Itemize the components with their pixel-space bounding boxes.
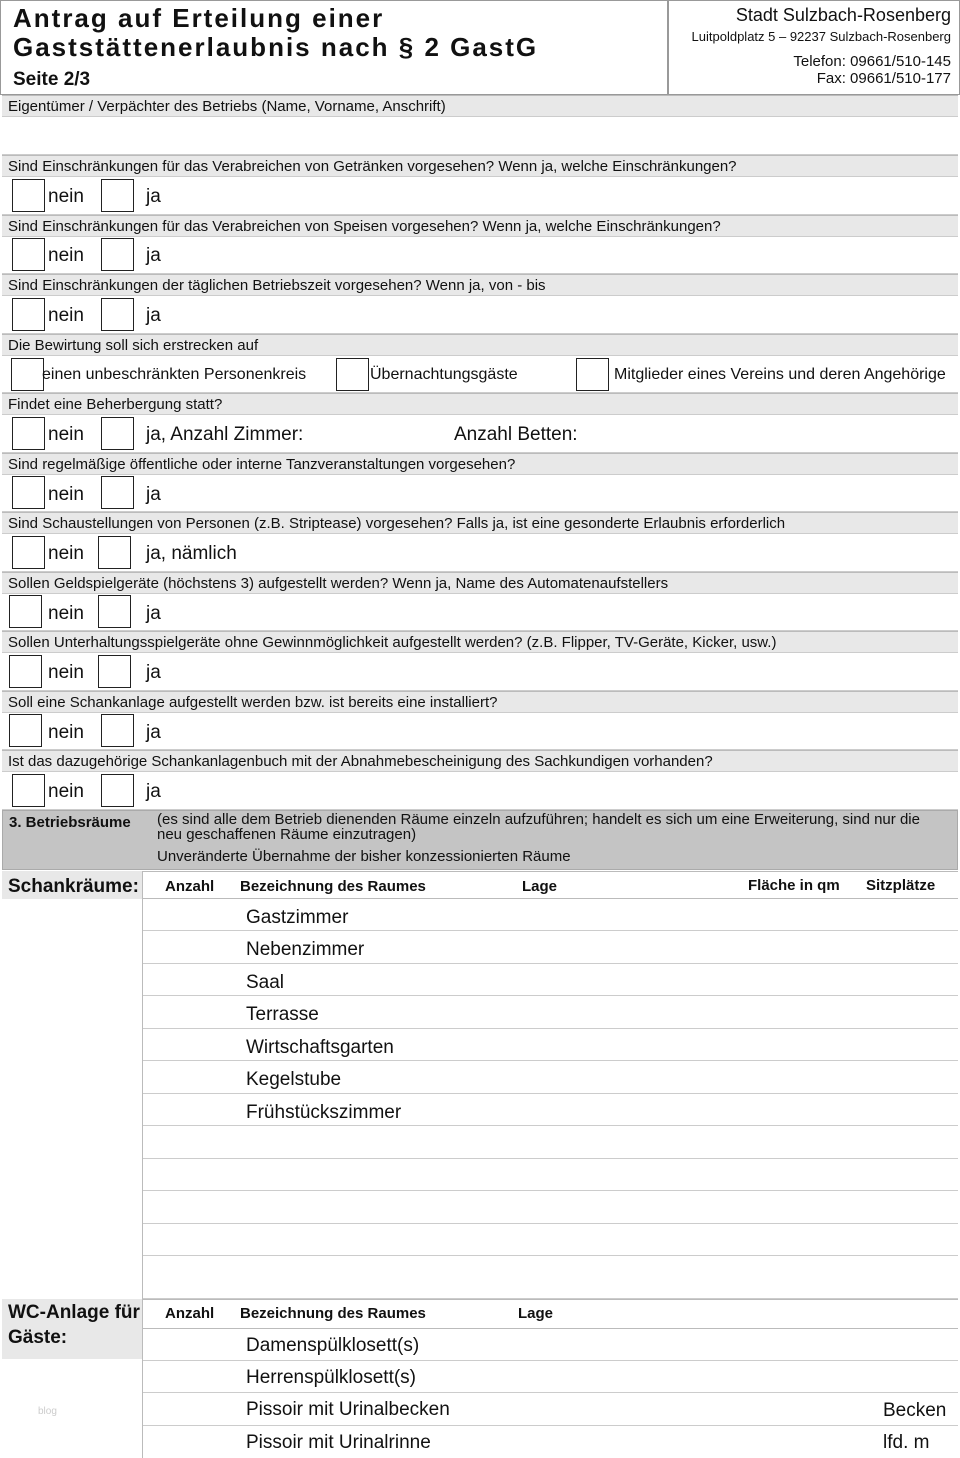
q1-label: Sind Einschränkungen für das Verabreichen von Getränken vorgesehen? Wenn ja, welche Einschränkungen? <box>2 155 958 177</box>
q5-label: Findet eine Beherbergung statt? <box>2 393 958 415</box>
q2-yes-checkbox[interactable] <box>101 238 134 271</box>
q10-label: Soll eine Schankanlage aufgestellt werden bzw. ist bereits eine installiert? <box>2 691 958 713</box>
q1-yes-checkbox[interactable] <box>101 179 134 212</box>
q6-no-label: nein <box>48 484 84 505</box>
wc-label-line2: Gäste: <box>8 1327 68 1348</box>
q5-yes-checkbox[interactable] <box>101 417 134 450</box>
header-title-box <box>0 0 668 95</box>
section-3-note: (es sind alle dem Betrieb dienenden Räume einzeln aufzuführen; handelt es sich um eine Erweiterung, sind nur die neu geschaffenen Räume einzutragen) <box>157 811 920 843</box>
q3-no-checkbox[interactable] <box>12 298 45 331</box>
wc-col-count: Anzahl <box>165 1305 215 1322</box>
q4-club-members-label: Mitglieder eines Vereins und deren Angehörige <box>614 366 946 383</box>
q7-yes-checkbox[interactable] <box>98 536 131 569</box>
q4-unrestricted-label: einen unbeschränkten Personenkreis <box>42 366 307 383</box>
q2-label: Sind Einschränkungen für das Verabreichen von Speisen vorgesehen? Wenn ja, welche Einschränkungen? <box>2 215 958 237</box>
q11-yes-label: ja <box>146 781 161 802</box>
form-title-line1: Antrag auf Erteilung einer <box>13 3 385 33</box>
schank-col-count: Anzahl <box>165 878 215 895</box>
q5-no-label: nein <box>48 424 84 445</box>
q1-no-checkbox[interactable] <box>12 179 45 212</box>
authority-address: Luitpoldplatz 5 – 92237 Sulzbach-Rosenberg <box>691 29 951 44</box>
q9-no-label: nein <box>48 662 84 683</box>
wc-col-name: Bezeichnung des Raumes <box>240 1305 426 1322</box>
q9-yes-checkbox[interactable] <box>98 655 131 688</box>
q2-no-checkbox[interactable] <box>12 238 45 271</box>
room-fruehstueckszimmer: Frühstückszimmer <box>246 1102 402 1123</box>
q7-yes-label: ja, nämlich <box>146 543 237 564</box>
schank-row-empty[interactable] <box>143 1256 958 1299</box>
q3-yes-checkbox[interactable] <box>101 298 134 331</box>
q11-no-label: nein <box>48 781 84 802</box>
form-title-line2: Gaststättenerlaubnis nach § 2 GastG <box>13 32 539 62</box>
wc-damen: Damenspülklosett(s) <box>246 1335 420 1356</box>
q3-label: Sind Einschränkungen der täglichen Betriebszeit vorgesehen? Wenn ja, von - bis <box>2 274 958 296</box>
q8-label: Sollen Geldspielgeräte (höchstens 3) aufgestellt werden? Wenn ja, Name des Automatenaufstellers <box>2 572 958 594</box>
schank-label: Schankräume: <box>8 876 139 897</box>
schank-col-name: Bezeichnung des Raumes <box>240 878 426 895</box>
q8-no-label: nein <box>48 603 84 624</box>
q10-no-checkbox[interactable] <box>9 714 42 747</box>
wc-left-column <box>2 1359 143 1458</box>
q6-label: Sind regelmäßige öffentliche oder interne Tanzveranstaltungen vorgesehen? <box>2 453 958 475</box>
schank-col-seats: Sitzplätze <box>866 877 936 894</box>
wc-pissoir-becken: Pissoir mit Urinalbecken <box>246 1399 450 1420</box>
q9-label: Sollen Unterhaltungsspielgeräte ohne Gewinnmöglichkeit aufgestellt werden? (z.B. Flipper, TV-Geräte, Kicker, usw.) <box>2 631 958 653</box>
q4-label: Die Bewirtung soll sich erstrecken auf <box>2 334 958 356</box>
room-nebenzimmer: Nebenzimmer <box>246 939 365 960</box>
schank-row-empty[interactable] <box>143 1224 958 1256</box>
q3-yes-label: ja <box>146 305 161 326</box>
q3-no-label: nein <box>48 305 84 326</box>
owner-label: Eigentümer / Verpächter des Betriebs (Name, Vorname, Anschrift) <box>2 95 958 117</box>
authority-box <box>668 0 960 95</box>
q11-no-checkbox[interactable] <box>12 774 45 807</box>
schank-row-empty[interactable] <box>143 1126 958 1159</box>
q7-no-checkbox[interactable] <box>12 536 45 569</box>
q7-no-label: nein <box>48 543 84 564</box>
q4-overnight-guests-label: Übernachtungsgäste <box>370 366 518 383</box>
wc-herren: Herrenspülklosett(s) <box>246 1367 416 1388</box>
authority-name: Stadt Sulzbach-Rosenberg <box>735 5 951 25</box>
q6-yes-checkbox[interactable] <box>101 476 134 509</box>
q5-yes-rooms-label: ja, Anzahl Zimmer: <box>146 424 304 445</box>
section-3-unchanged-option[interactable]: Unveränderte Übernahme der bisher konzessionierten Räume <box>157 848 571 865</box>
room-terrasse: Terrasse <box>246 1004 319 1025</box>
q1-no-label: nein <box>48 186 84 207</box>
q11-yes-checkbox[interactable] <box>101 774 134 807</box>
wc-unit-trough: lfd. m <box>883 1432 930 1453</box>
q2-no-label: nein <box>48 245 84 266</box>
q2-yes-label: ja <box>146 245 161 266</box>
watermark: blog <box>38 1406 57 1417</box>
q8-no-checkbox[interactable] <box>9 595 42 628</box>
q7-label: Sind Schaustellungen von Personen (z.B. Striptease) vorgesehen? Falls ja, ist eine gesonderte Erlaubnis erforderlich <box>2 512 958 534</box>
q5-no-checkbox[interactable] <box>12 417 45 450</box>
q9-yes-label: ja <box>146 662 161 683</box>
q1-yes-label: ja <box>146 186 161 207</box>
q11-label: Ist das dazugehörige Schankanlagenbuch mit der Abnahmebescheinigung des Sachkundigen vorhanden? <box>2 750 958 772</box>
room-saal: Saal <box>246 972 285 993</box>
room-wirtschaftsgarten: Wirtschaftsgarten <box>246 1037 394 1058</box>
q8-yes-checkbox[interactable] <box>98 595 131 628</box>
authority-phone: Telefon: 09661/510-145 <box>793 53 951 70</box>
q10-yes-label: ja <box>146 722 161 743</box>
q6-no-checkbox[interactable] <box>12 476 45 509</box>
wc-col-location: Lage <box>518 1305 554 1322</box>
q9-no-checkbox[interactable] <box>9 655 42 688</box>
q6-yes-label: ja <box>146 484 161 505</box>
room-kegelstube: Kegelstube <box>246 1069 342 1090</box>
schank-row-empty[interactable] <box>143 1159 958 1191</box>
q5-beds-label: Anzahl Betten: <box>454 424 578 445</box>
schank-row-empty[interactable] <box>143 1191 958 1224</box>
q4-club-members-checkbox[interactable] <box>576 358 609 391</box>
wc-label-line1: WC-Anlage für <box>8 1302 140 1323</box>
q4-unrestricted-checkbox[interactable] <box>11 358 44 391</box>
q8-yes-label: ja <box>146 603 161 624</box>
schank-left-column <box>2 899 143 1299</box>
wc-pissoir-rinne: Pissoir mit Urinalrinne <box>246 1432 431 1453</box>
page-number: Seite 2/3 <box>13 69 91 90</box>
wc-header-row <box>2 1299 958 1329</box>
room-gastzimmer: Gastzimmer <box>246 907 349 928</box>
section-3-header <box>2 810 958 870</box>
schank-col-area: Fläche in qm <box>748 877 840 894</box>
q10-yes-checkbox[interactable] <box>101 714 134 747</box>
q10-no-label: nein <box>48 722 84 743</box>
wc-unit-basin: Becken <box>883 1400 947 1421</box>
owner-input[interactable] <box>2 117 958 155</box>
section-3-title: 3. Betriebsräume <box>9 814 131 831</box>
schank-col-location: Lage <box>522 878 558 895</box>
q4-overnight-guests-checkbox[interactable] <box>336 358 369 391</box>
authority-fax: Fax: 09661/510-177 <box>816 70 951 87</box>
